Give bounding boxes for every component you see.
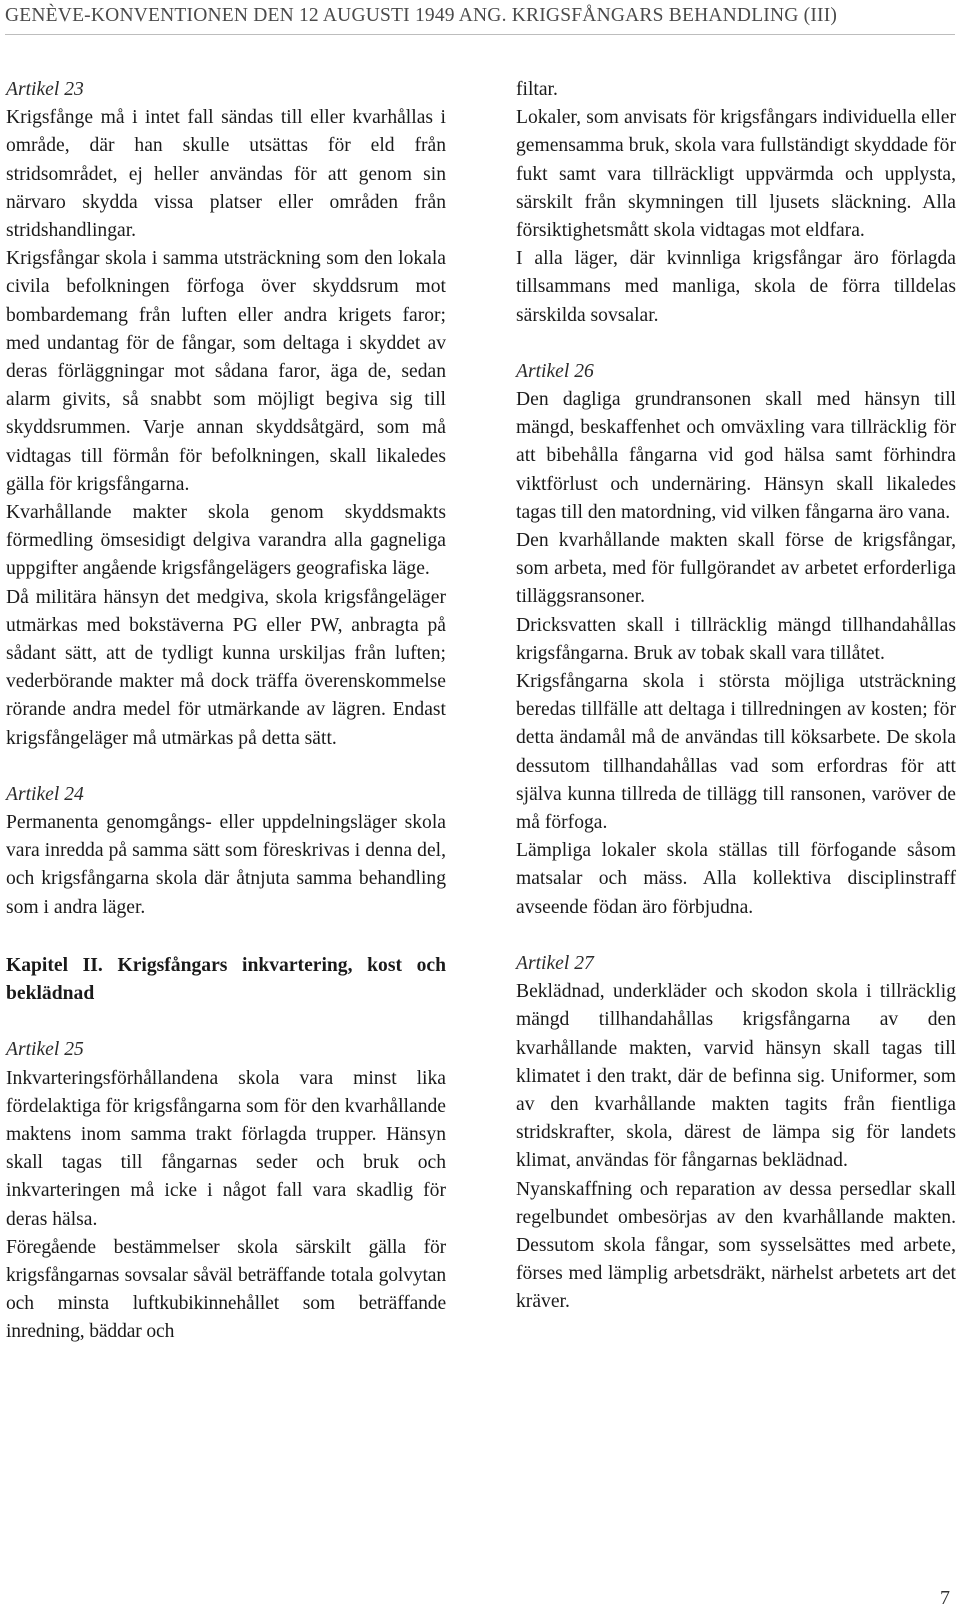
article-26-paragraph-3: Dricksvatten skall i tillräcklig mängd tillhandahållas krigsfångarna. Bruk av tobak skall vara tillåtet. xyxy=(516,614,956,664)
spacer xyxy=(6,1008,446,1036)
chapter-2-heading: Kapitel II. Krigsfångars inkvartering, kost och beklädnad xyxy=(6,954,446,1005)
article-25-heading: Artikel 25 xyxy=(6,1039,84,1061)
spacer xyxy=(6,753,446,781)
article-27-paragraph-1: Beklädnad, underkläder och skodon skola i tillräcklig mängd tillhandahållas krigsfångarna av den kvarhållande makten, varvid hänsyn skall tagas till klimatet i den trakt, där de befinna sig. Uniformer, som av den kvarhållande makten tagits från fientliga stridskrafter, skola, därest de lämpa sig för landets klimat, användas för fångarnas beklädnad. xyxy=(516,981,956,1172)
article-26-paragraph-1: Den dagliga grundransonen skall med hänsyn till mängd, beskaffenhet och omväxling vara tillräcklig för att bibehålla fångarna vid god hälsa samt förhindra viktförlust och undernäring. Hänsyn skall likaledes tagas till den matordning, vid vilken fångarna äro vana. xyxy=(516,389,956,523)
article-23-paragraph-4: Då militära hänsyn det medgiva, skola krigsfångeläger utmärkas med bokstäverna PG eller PW, anbragta på sådant sätt, att de tydligt kunna urskiljas från luften; vederbörande makter må dock träffa överenskommelse rörande andra medel för utmärkande av lägren. Endast krigsfångeläger må utmärkas på detta sätt. xyxy=(6,586,446,749)
article-26-paragraph-2: Den kvarhållande makten skall förse de krigsfångar, som arbeta, med för fullgörandet av arbetet erforderliga tilläggsransoner. xyxy=(516,530,956,608)
header-divider xyxy=(5,34,955,35)
article-26-heading: Artikel 26 xyxy=(516,360,594,382)
article-23-paragraph-3: Kvarhållande makter skola genom skyddsmakts förmedling ömsesidigt delgiva varandra alla gagneliga uppgifter angående krigsfångelägers geografiska läge. xyxy=(6,502,446,580)
spacer xyxy=(516,922,956,950)
page-number: 7 xyxy=(940,1587,950,1609)
article-25-paragraph-1: Inkvarteringsförhållandena skola vara minst lika fördelaktiga för krigsfångarna som för den kvarhållande maktens inom samma trakt förlagda trupper. Hänsyn skall tagas till fångarnas seder och bruk och inkvarteringen må icke i något fall vara skadlig för deras hälsa. xyxy=(6,1067,446,1230)
article-27-heading: Artikel 27 xyxy=(516,952,594,974)
article-26-paragraph-5: Lämpliga lokaler skola ställas till förfogande såsom matsalar och mäss. Alla kollektiva disciplinstraff avseende födan äro förbjudna. xyxy=(516,840,956,918)
spacer xyxy=(6,922,446,952)
article-24-heading: Artikel 24 xyxy=(6,783,84,805)
article-23-heading: Artikel 23 xyxy=(6,79,84,100)
article-25-paragraph-2: Föregående bestämmelser skola särskilt gälla för krigsfångarnas sovsalar såväl beträffande totala golvytan och minsta luftkubikinnehållet som beträffande inredning, bäddar och xyxy=(6,1236,446,1343)
spacer xyxy=(516,330,956,358)
article-27-paragraph-2: Nyanskaffning och reparation av dessa persedlar skall regelbundet ombesörjas av den kvarhållande makten. Dessutom skola fångar, som sysselsättes med arbete, förses med lämplig arbetsdräkt, närhelst arbetets art det kräver. xyxy=(516,1178,956,1313)
article-25-paragraph-3: Lokaler, som anvisats för krigsfångars individuella eller gemensamma bruk, skola vara fullständigt skyddade för fukt samt vara tillräckligt uppvärmda och upplysta, särskilt från skymningen till ljusets släckning. Alla försiktighetsmått skola vidtagas mot eldfara. xyxy=(516,107,956,242)
article-25-paragraph-2-continued: filtar. xyxy=(516,79,558,100)
right-column xyxy=(516,76,956,1317)
article-24-paragraph-1: Permanenta genomgångs- eller uppdelningsläger skola vara inredda på samma sätt som föreskrivas i denna del, och krigsfångarna skola där åtnjuta samma behandling som i andra läger. xyxy=(6,812,446,918)
article-25-paragraph-4: I alla läger, där kvinnliga krigsfångar äro förlagda tillsammans med manliga, skola de förra tilldelas särskilda sovsalar. xyxy=(516,248,956,326)
left-column xyxy=(6,76,446,1347)
article-26-paragraph-4: Krigsfångarna skola i största möjliga utsträckning beredas tillfälle att deltaga i tillredningen av kosten; för detta ändamål må de användas till köksarbete. De skola dessutom tillhandahållas vad som erfordras för att själva kunna tillreda de tillägg till ransonen, varöver de må förfoga. xyxy=(516,671,956,834)
page-header-title: GENÈVE-KONVENTIONEN DEN 12 AUGUSTI 1949 ANG. KRIGSFÅNGARS BEHANDLING (III) xyxy=(5,5,838,26)
article-23-paragraph-1: Krigsfånge må i intet fall sändas till eller kvarhållas i område, där han skulle utsättas för eld från stridsområdet, ej heller användas för att genom sin närvaro skydda vissa platser eller områden från stridshandlingar. xyxy=(6,107,446,242)
article-23-paragraph-2: Krigsfångar skola i samma utsträckning som den lokala civila befolkningen förfoga över skyddsrum mot bombardemang från luften eller andra krigets faror; med undantag för de fångar, som deltaga i skyddet av deras förläggningar mot sådana faror, äga de, sedan alarm givits, så snabbt som möjligt begiva sig till skyddsrummen. Varje annan skyddsåtgärd, som må vidtagas till förmån för befolkningen, skall likaledes gälla för krigsfångarna. xyxy=(6,248,446,495)
